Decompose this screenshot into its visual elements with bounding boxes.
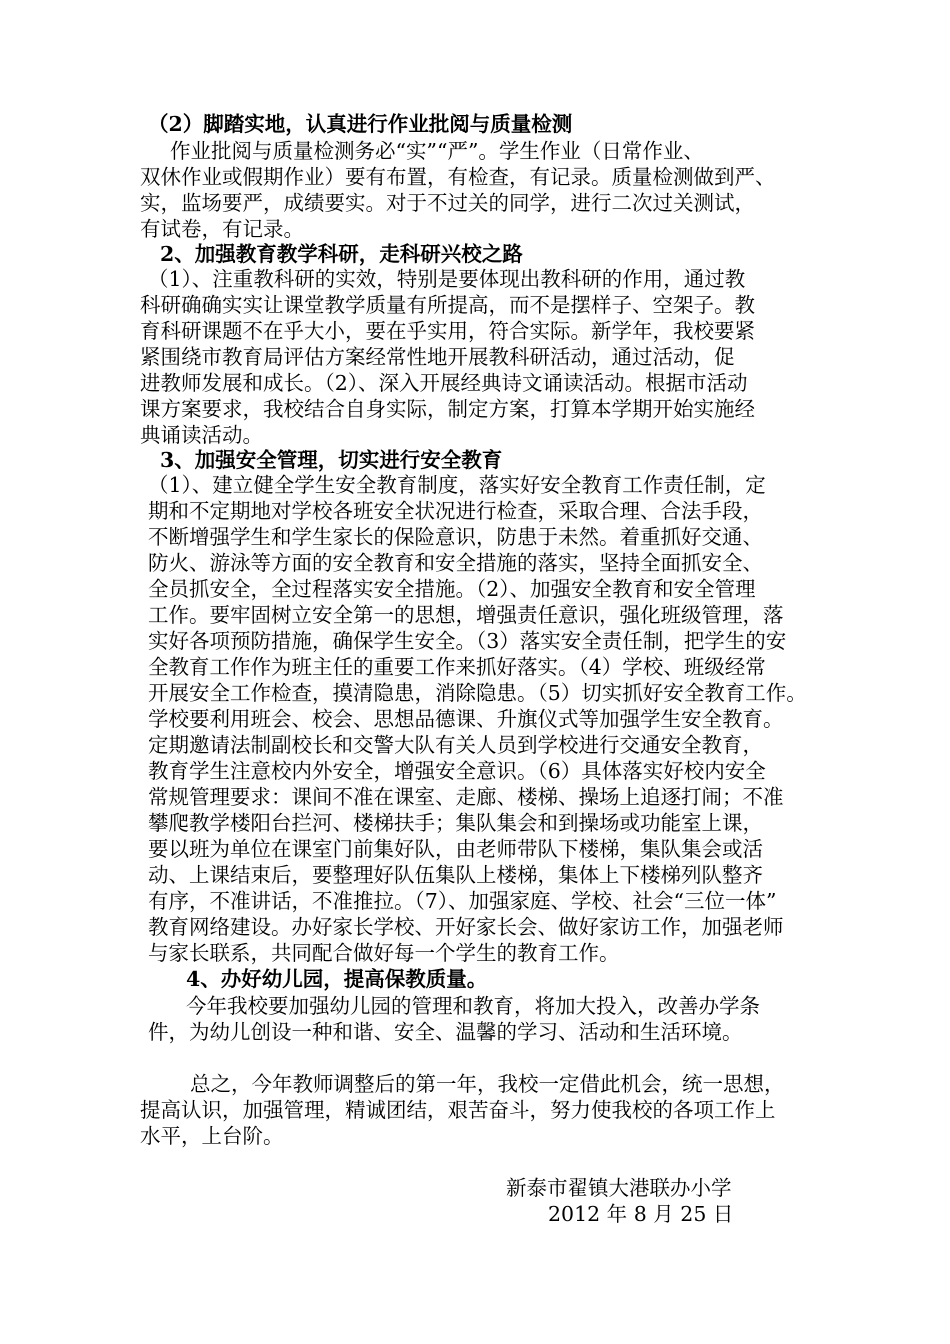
paragraph-line: 攀爬教学楼阳台拦河、楼梯扶手；集队集会和到操场或功能室上课， [148,811,763,835]
paragraph-line: 课方案要求，我校结合自身实际，制定方案，打算本学期开始实施经 [140,397,755,421]
paragraph-line: 不断增强学生和学生家长的保险意识，防患于未然。着重抓好交通、 [148,525,763,549]
signature-organization: 新泰市翟镇大港联办小学 [506,1176,732,1200]
conclusion-line: 总之，今年教师调整后的第一年，我校一定借此机会，统一思想， [190,1072,785,1096]
paragraph-line: 有试卷，有记录。 [140,217,304,241]
paragraph-line: 今年我校要加强幼儿园的管理和教育，将加大投入，改善办学条 [186,994,760,1018]
paragraph-line: 育科研课题不在乎大小，要在乎实用，符合实际。新学年，我校要紧 [140,319,755,343]
paragraph-line: 期和不定期地对学校各班安全状况进行检查，采取合理、合法手段， [148,499,763,523]
paragraph-line: 教育网络建设。办好家长学校、开好家长会、做好家访工作，加强老师 [148,915,784,939]
paragraph-line: 紧围绕市教育局评估方案经常性地开展教科研活动，通过活动，促 [140,345,735,369]
paragraph-line: 实，监场要严，成绩要实。对于不过关的同学，进行二次过关测试， [140,191,755,215]
section-heading-research: 2、加强教育教学科研，走科研兴校之路 [160,242,523,266]
paragraph-line: 全员抓安全，全过程落实安全措施。（2）、加强安全教育和安全管理 [148,577,756,601]
paragraph-line: 定期邀请法制副校长和交警大队有关人员到学校进行交通安全教育， [148,733,763,757]
paragraph-line: 教育学生注意校内外安全，增强安全意识。（6）具体落实好校内安全 [148,759,766,783]
paragraph-line: 工作。要牢固树立安全第一的思想，增强责任意识，强化班级管理，落 [148,603,784,627]
paragraph-line: 要以班为单位在课室门前集好队，由老师带队下楼梯，集队集会或活 [148,837,763,861]
paragraph-line: 学校要利用班会、校会、思想品德课、升旗仪式等加强学生安全教育。 [148,707,784,731]
paragraph-line: 有序，不准讲话，不准推拉。（7）、加强家庭、学校、社会“三位一体” [148,889,777,913]
paragraph-line: （1）、建立健全学生安全教育制度，落实好安全教育工作责任制，定 [148,473,766,497]
paragraph-line: 作业批阅与质量检测务必“实”“严”。学生作业（日常作业、 [170,139,704,163]
paragraph-line: （1）、注重教科研的实效，特别是要体现出教科研的作用，通过教 [148,267,746,291]
section-heading-kindergarten: 4、办好幼儿园，提高保教质量。 [186,967,488,991]
signature-date: 2012 年 8 月 25 日 [548,1202,734,1226]
paragraph-line: 常规管理要求：课间不准在课室、走廊、楼梯、操场上追逐打闹；不准 [148,785,784,809]
paragraph-line: 实好各项预防措施，确保学生安全。（3）落实安全责任制，把学生的安 [148,629,787,653]
paragraph-line: 科研确确实实让课堂教学质量有所提高，而不是摆样子、空架子。教 [140,293,755,317]
paragraph-line: 进教师发展和成长。（2）、深入开展经典诗文诵读活动。根据市活动 [140,371,748,395]
paragraph-line: 双休作业或假期作业）要有布置，有检查，有记录。质量检测做到严、 [140,165,776,189]
paragraph-line: 典诵读活动。 [140,423,263,447]
paragraph-line: 防火、游泳等方面的安全教育和安全措施的落实，坚持全面抓安全、 [148,551,763,575]
paragraph-line: 件，为幼儿创设一种和谐、安全、温馨的学习、活动和生活环境。 [148,1020,743,1044]
paragraph-line: 与家长联系，共同配合做好每一个学生的教育工作。 [148,941,620,965]
conclusion-line: 提高认识，加强管理，精诚团结，艰苦奋斗，努力使我校的各项工作上 [140,1098,776,1122]
paragraph-line: 开展安全工作检查，摸清隐患，消除隐患。（5）切实抓好安全教育工作。 [148,681,807,705]
paragraph-line: 动、上课结束后，要整理好队伍集队上楼梯，集体上下楼梯列队整齐 [148,863,763,887]
section-heading-safety: 3、加强安全管理，切实进行安全教育 [160,448,503,472]
sub-heading-homework: （2）脚踏实地，认真进行作业批阅与质量检测 [148,112,573,136]
paragraph-line: 全教育工作作为班主任的重要工作来抓好落实。（4）学校、班级经常 [148,655,766,679]
conclusion-line: 水平，上台阶。 [140,1124,284,1148]
